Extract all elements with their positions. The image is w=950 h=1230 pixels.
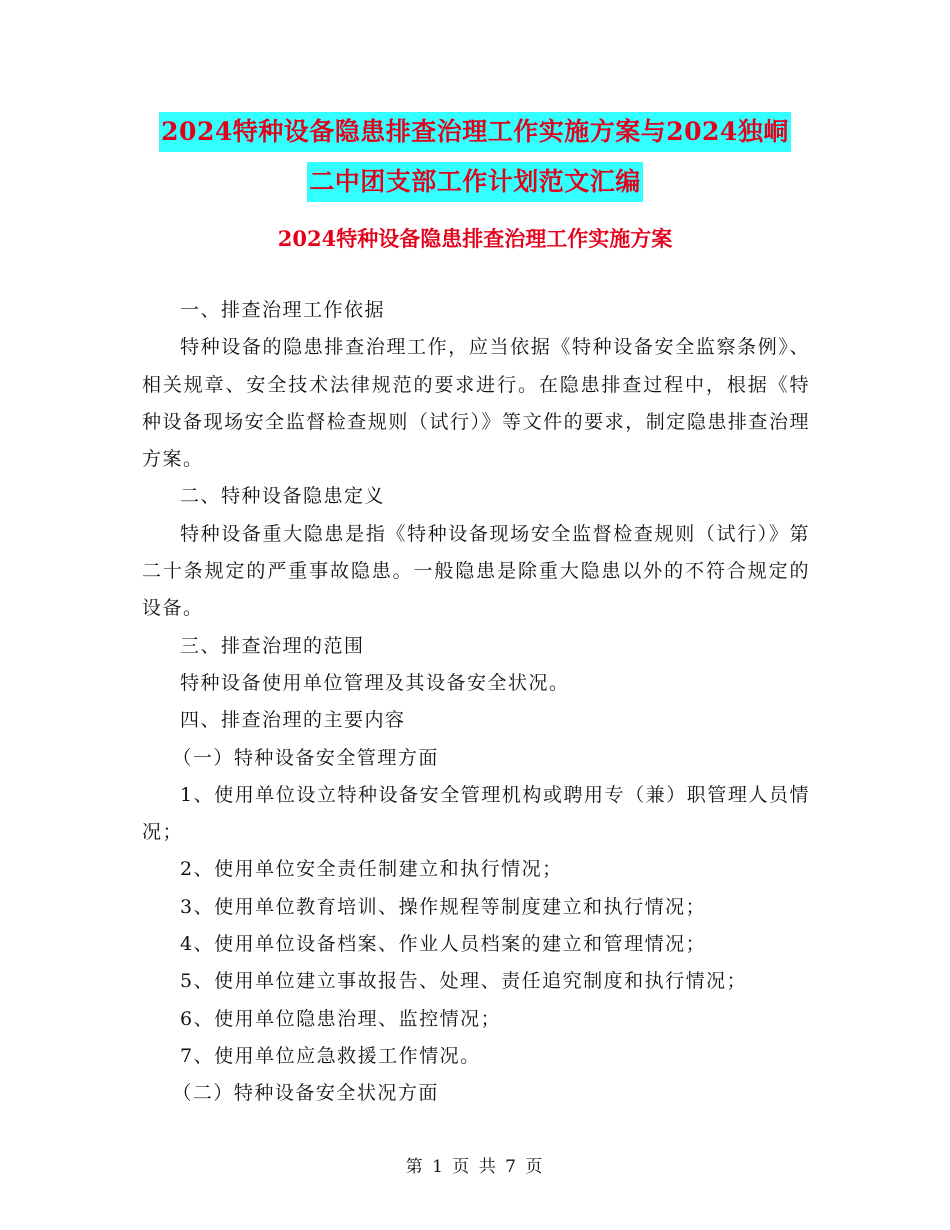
paragraph-heading-1: 一、排查治理工作依据 bbox=[180, 299, 386, 321]
document-body bbox=[142, 292, 810, 1113]
section-heading: 2024特种设备隐患排查治理工作实施方案 bbox=[277, 226, 673, 251]
subsection-heading-2: （二）特种设备安全状况方面 bbox=[172, 1082, 439, 1105]
list-item: 2、使用单位安全责任制建立和执行情况； bbox=[180, 858, 563, 881]
page-footer: 第 1 页 共 7 页 bbox=[405, 1157, 545, 1177]
title-line-2: 二中团支部工作计划范文汇编 bbox=[307, 162, 643, 202]
title-line-1: 2024特种设备隐患排查治理工作实施方案与2024独峒 bbox=[159, 112, 791, 152]
document-title bbox=[0, 112, 950, 212]
paragraph: 特种设备的隐患排查治理工作，应当依据《特种设备安全监察条例》、相关规章、安全技术法律规范的要求进行。在隐患排查过程中，根据《特种设备现场安全监督检查规则（试行）》等文件的要求，制定隐患排查治理方案。 bbox=[142, 336, 810, 471]
paragraph-heading-3: 三、排查治理的范围 bbox=[180, 634, 365, 657]
paragraph-heading-4: 四、排查治理的主要内容 bbox=[180, 709, 406, 732]
subsection-heading-1: （一）特种设备安全管理方面 bbox=[172, 746, 439, 769]
paragraph: 特种设备使用单位管理及其设备安全状况。 bbox=[180, 671, 570, 694]
list-item: 6、使用单位隐患治理、监控情况； bbox=[180, 1007, 502, 1030]
paragraph-heading-2: 二、特种设备隐患定义 bbox=[180, 485, 386, 508]
list-item: 1、使用单位设立特种设备安全管理机构或聘用专（兼）职管理人员情况； bbox=[142, 783, 810, 844]
paragraph: 特种设备重大隐患是指《特种设备现场安全监督检查规则（试行）》第二十条规定的严重事故隐患。一般隐患是除重大隐患以外的不符合规定的设备。 bbox=[142, 522, 810, 620]
list-item: 4、使用单位设备档案、作业人员档案的建立和管理情况； bbox=[180, 933, 707, 956]
list-item: 7、使用单位应急救援工作情况。 bbox=[180, 1044, 481, 1067]
list-item: 5、使用单位建立事故报告、处理、责任追究制度和执行情况； bbox=[180, 970, 748, 993]
list-item: 3、使用单位教育培训、操作规程等制度建立和执行情况； bbox=[180, 895, 707, 918]
